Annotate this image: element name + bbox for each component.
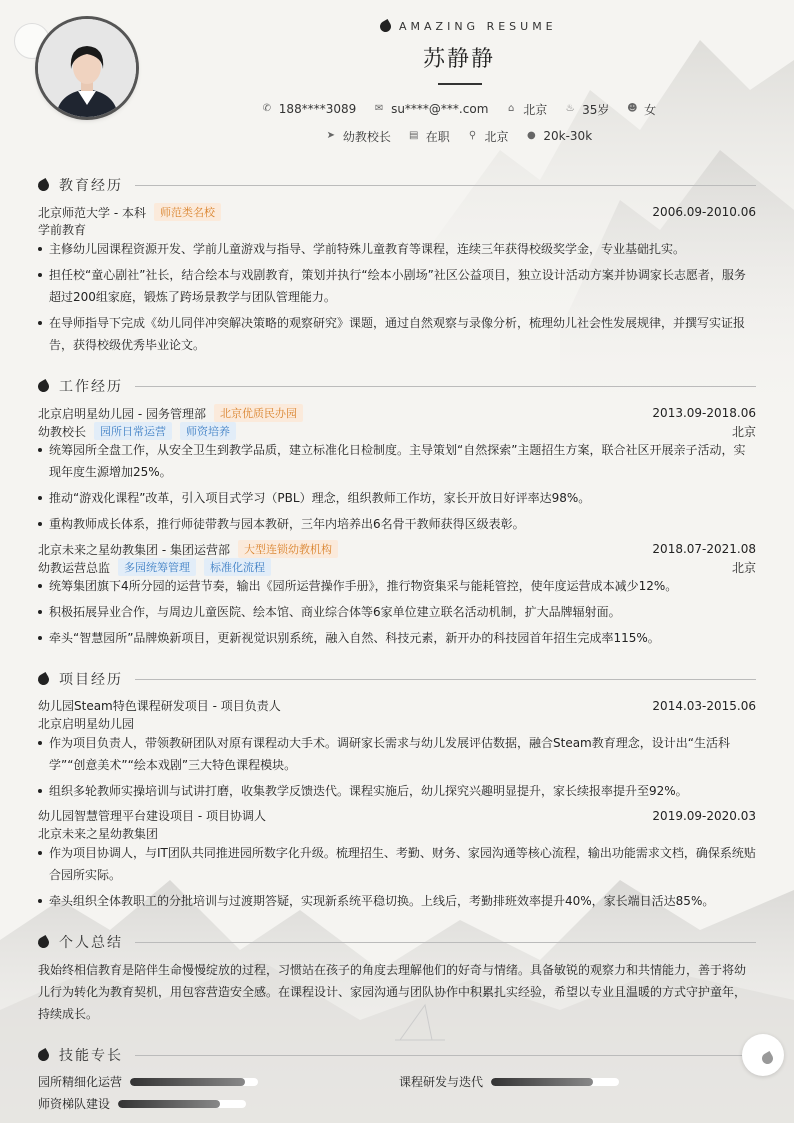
- phone-item: ✆ 188****3089: [262, 102, 357, 116]
- gender-icon: ☻: [627, 103, 638, 114]
- education-major: 学前教育: [38, 223, 87, 237]
- education-date: 2006.09-2010.06: [652, 205, 756, 219]
- gender-item: ☻ 女: [627, 102, 657, 117]
- section-title-education: 教育经历: [38, 175, 756, 195]
- leaf-icon: [760, 1051, 775, 1066]
- phone-icon: ✆: [262, 103, 271, 114]
- company-tag: 北京优质民办园: [214, 404, 303, 422]
- target-role-item: ➤ 幼教校长: [326, 129, 391, 144]
- list-item: 统筹集团旗下4所分园的运营节奏，输出《园所运营操作手册》，推行物资集采与能耗管控，使年度运营成本减少12%。: [38, 575, 756, 597]
- brand-label: AMAZING RESUME: [380, 20, 557, 33]
- list-item: 推动“游戏化课程”改革，引入项目式学习（PBL）理念，组织教师工作坊，家长开放日好评率达98%。: [38, 487, 756, 509]
- company-tag: 大型连锁幼教机构: [238, 540, 338, 558]
- list-item: 担任校“童心剧社”社长，结合绘本与戏剧教育，策划并执行“绘本小剧场”社区公益项目，独立设计活动方案并协调家长志愿者，服务超过200组家庭，锻炼了跨场景教学与团队管理能力。: [38, 264, 756, 308]
- skill-item: 园所精细化运营: [38, 1073, 258, 1090]
- floating-action-button[interactable]: [742, 1034, 784, 1076]
- work-header: 北京未来之星幼教集团 - 集团运营部 大型连锁幼教机构 2018.07-2021.08: [38, 542, 756, 557]
- name-divider: [438, 83, 482, 85]
- leaf-icon: [378, 19, 393, 34]
- skill-bar: [491, 1078, 619, 1086]
- list-item: 统筹园所全盘工作，从安全卫生到教学品质，建立标准化日检制度。主导策划“自然探索”主题招生方案，联合社区开展亲子活动，实现年度生源增加25%。: [38, 439, 756, 483]
- skill-bar: [130, 1078, 258, 1086]
- target-city-item: ⚲ 北京: [468, 129, 509, 144]
- skill-bar-fill: [491, 1078, 593, 1086]
- work-role: 幼教运营总监 多园统筹管理 标准化流程 北京: [38, 558, 756, 576]
- work-city: 北京: [731, 560, 756, 575]
- school-tag: 师范类名校: [154, 203, 221, 221]
- status-item: ▤ 在职: [408, 129, 450, 144]
- work-date: 2013.09-2018.06: [652, 406, 756, 420]
- contact-row: [0, 100, 794, 118]
- list-item: 重构教师成长体系，推行师徒带教与园本教研，三年内培养出6名骨干教师获得区级表彰。: [38, 513, 756, 535]
- work-date: 2018.07-2021.08: [652, 542, 756, 556]
- summary-text: 我始终相信教育是陪伴生命慢慢绽放的过程，习惯站在孩子的角度去理解他们的好奇与情绪。具备敏锐的观察力和共情能力，善于将幼儿行为转化为教育契机，用包容营造安全感。在课程设计、家园沟通与团队协作中积累扎实经验，希望以专业且温暖的方式守护童年，持续成长。: [38, 963, 747, 1021]
- project-date: 2019.09-2020.03: [652, 808, 756, 823]
- skill-item: 师资梯队建设: [38, 1095, 246, 1112]
- section-divider: [135, 185, 756, 186]
- section-divider: [135, 1055, 756, 1056]
- leaf-icon: [36, 1047, 51, 1062]
- briefcase-icon: ▤: [408, 130, 419, 141]
- leaf-icon: [36, 671, 51, 686]
- list-item: 积极拓展异业合作，与周边儿童医院、绘本馆、商业综合体等6家单位建立联名活动机制，扩大品牌辐射面。: [38, 601, 756, 623]
- age-item: ♨ 35岁: [565, 102, 610, 117]
- project-date: 2014.03-2015.06: [652, 698, 756, 713]
- project-header: 幼儿园智慧管理平台建设项目 - 项目协调人 2019.09-2020.03: [38, 808, 756, 823]
- list-item: 组织多轮教师实操培训与试讲打磨，收集教学反馈迭代。课程实施后，幼儿探究兴趣明显提升，家长续报率提升至92%。: [38, 780, 756, 802]
- leaf-icon: [36, 378, 51, 393]
- project-org: 北京启明星幼儿园: [38, 717, 135, 731]
- skill-tag: 园所日常运营: [94, 422, 172, 440]
- email-item: ✉ su****@***.com: [374, 102, 489, 116]
- education-header: 北京师范大学 - 本科 师范类名校 2006.09-2010.06: [38, 205, 756, 220]
- project-org: 北京未来之星幼教集团: [38, 827, 159, 841]
- residence-item: ⌂ 北京: [508, 102, 548, 117]
- cake-icon: ♨: [565, 103, 575, 114]
- list-item: 作为项目协调人，与IT团队共同推进园所数字化升级。梳理招生、考勤、财务、家园沟通等核心流程，输出功能需求文档，确保系统贴合园所实际。: [38, 842, 756, 886]
- section-title-work: 工作经历: [38, 376, 756, 396]
- mail-icon: ✉: [374, 103, 384, 114]
- skill-tag: 标准化流程: [204, 558, 271, 576]
- money-icon: ●: [527, 130, 536, 141]
- leaf-icon: [36, 177, 51, 192]
- list-item: 作为项目负责人，带领教研团队对原有课程动大手术。调研家长需求与幼儿发展评估数据，融合Steam教育理念，设计出“生活科学”“创意美术”“绘本戏剧”三大特色课程模块。: [38, 732, 756, 776]
- work-role: 幼教校长 园所日常运营 师资培养 北京: [38, 422, 756, 440]
- list-item: 在导师指导下完成《幼儿同伴冲突解决策略的观察研究》课题，通过自然观察与录像分析，梳理幼儿社会性发展规律，并撰写实证报告，获得校级优秀毕业论文。: [38, 312, 756, 356]
- candidate-name: 苏静静: [422, 47, 495, 72]
- section-title-project: 项目经历: [38, 669, 756, 689]
- work-header: 北京启明星幼儿园 - 园务管理部 北京优质民办园 2013.09-2018.06: [38, 406, 756, 421]
- skill-bar-fill: [118, 1100, 220, 1108]
- location-icon: ⚲: [468, 130, 477, 141]
- salary-item: ● 20k-30k: [527, 129, 593, 143]
- section-title-summary: 个人总结: [38, 932, 756, 952]
- skill-bar-fill: [130, 1078, 245, 1086]
- list-item: 主修幼儿园课程资源开发、学前儿童游戏与指导、学前特殊儿童教育等课程，连续三年获得校级奖学金，专业基础扎实。: [38, 238, 756, 260]
- list-item: 牵头“智慧园所”品牌焕新项目，更新视觉识别系统，融入自然、科技元素，新开办的科技园首年招生完成率115%。: [38, 627, 756, 649]
- section-divider: [135, 679, 756, 680]
- skill-tag: 多园统筹管理: [118, 558, 196, 576]
- skill-bar: [118, 1100, 246, 1108]
- skill-item: 课程研发与迭代: [399, 1073, 619, 1090]
- work-city: 北京: [731, 424, 756, 439]
- list-item: 牵头组织全体教职工的分批培训与过渡期答疑，实现新系统平稳切换。上线后，考勤排班效率提升40%，家长端日活达85%。: [38, 890, 756, 912]
- send-icon: ➤: [326, 130, 336, 141]
- leaf-icon: [36, 934, 51, 949]
- section-divider: [135, 942, 756, 943]
- section-title-skills: 技能专长: [38, 1045, 756, 1065]
- section-divider: [135, 386, 756, 387]
- job-intent-row: [0, 127, 794, 145]
- home-icon: ⌂: [508, 103, 515, 114]
- project-header: 幼儿园Steam特色课程研发项目 - 项目负责人 2014.03-2015.06: [38, 698, 756, 713]
- skill-tag: 师资培养: [180, 422, 236, 440]
